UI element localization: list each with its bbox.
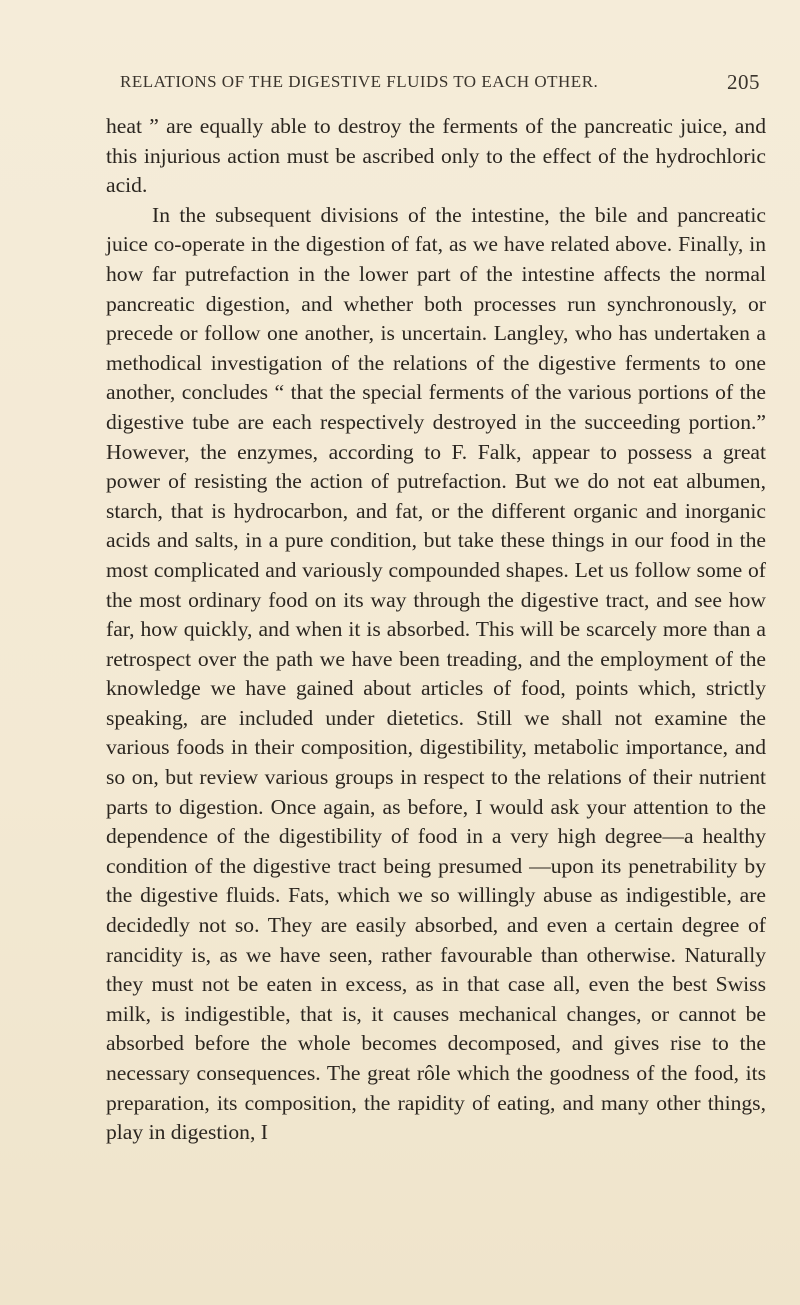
page-number: 205: [727, 70, 760, 94]
running-head-title: RELATIONS OF THE DIGESTIVE FLUIDS TO EACH OTHER.: [120, 72, 599, 91]
paragraph-continued: heat ” are equally able to destroy the ferments of the pancreatic juice, and this injurious action must be ascribed only to the effect of the hydrochloric acid.: [106, 114, 766, 198]
running-head: [120, 72, 760, 92]
body-text: [106, 112, 766, 1148]
paragraph: In the subsequent divisions of the intestine, the bile and pancreatic juice co-operate in the digestion of fat, as we have related above. Finally, in how far putrefaction in the lower part of the intestine affects the normal pancreatic digestion, and whether both processes run synchronously, or precede or follow one another, is uncertain. Langley, who has undertaken a methodical investigation of the relations of the digestive ferments to one another, concludes “ that the special ferments of the various portions of the digestive tube are each respectively destroyed in the succeeding portion.” However, the enzymes, according to F. Falk, appear to possess a great power of resisting the action of putrefaction. But we do not eat albumen, starch, that is hydrocarbon, and fat, or the different organic and inorganic acids and salts, in a pure condition, but take these things in our food in the most complicated and variously compounded shapes. Let us follow some of the most ordinary food on its way through the digestive tract, and see how far, how quickly, and when it is absorbed. This will be scarcely more than a retrospect over the path we have been treading, and the employment of the knowledge we have gained about articles of food, points which, strictly speaking, are included under dietetics. Still we shall not examine the various foods in their composition, digestibility, metabolic importance, and so on, but review various groups in respect to the relations of their nutrient parts to digestion. Once again, as before, I would ask your attention to the dependence of the digestibility of food in a very high degree—a healthy condition of the digestive tract being presumed —upon its penetrability by the digestive fluids. Fats, which we so willingly abuse as indigestible, are decidedly not so. They are easily absorbed, and even a certain degree of rancidity is, as we have seen, rather favourable than otherwise. Naturally they must not be eaten in excess, as in that case all, even the best Swiss milk, is indigestible, that is, it causes mechanical changes, or cannot be absorbed before the whole becomes decomposed, and gives rise to the necessary consequences. The great rôle which the goodness of the food, its preparation, its composition, the rapidity of eating, and many other things, play in digestion, I: [106, 202, 766, 1145]
